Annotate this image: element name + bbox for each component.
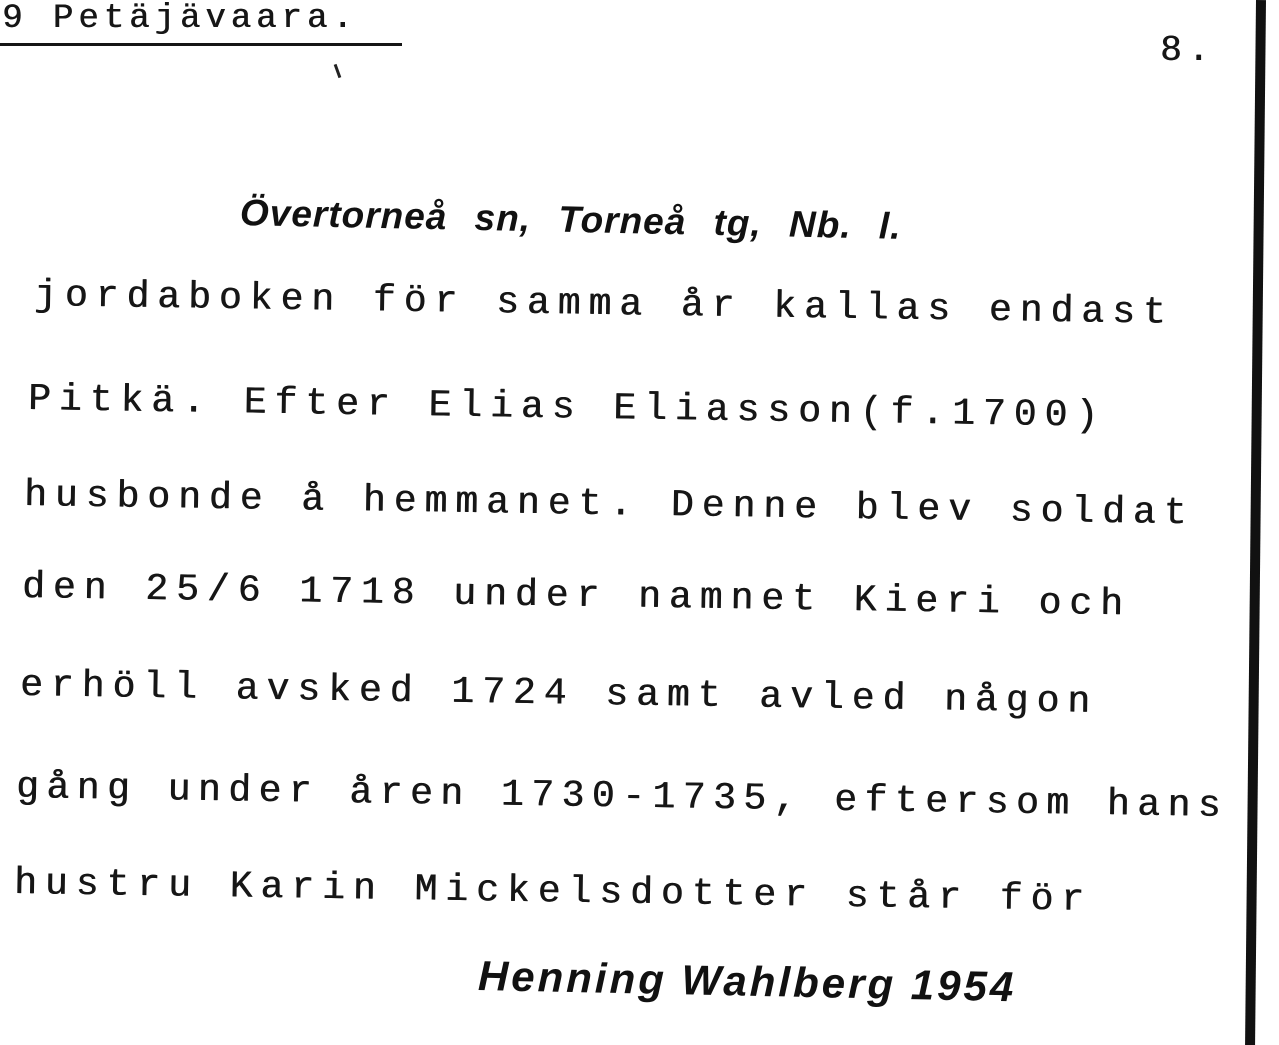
- body-text-line: jordaboken för samma år kallas endast: [33, 274, 1174, 335]
- body-text-line: den 25/6 1718 under namnet Kieri och: [21, 566, 1132, 627]
- author-signature-stamp: Henning Wahlberg 1954: [477, 952, 1017, 1011]
- card-edge-border: [1245, 0, 1266, 1045]
- place-heading: 9 Petäjävaara.: [2, 0, 358, 38]
- body-text-line: gång under åren 1730-1735, eftersom hans: [15, 766, 1229, 829]
- body-text-line: erhöll avsked 1724 samt avled någon: [19, 664, 1099, 724]
- body-text-line: hustru Karin Mickelsdotter står för: [13, 862, 1093, 922]
- parish-stamp: Övertorneå sn, Torneå tg, Nb. l.: [239, 192, 902, 247]
- page-number: 8.: [1160, 30, 1216, 71]
- body-text-line: Pitkä. Efter Elias Eliasson(f.1700): [27, 378, 1107, 438]
- heading-underline: [0, 43, 402, 46]
- pencil-tick-mark: [334, 64, 342, 78]
- body-text-line: husbonde å hemmanet. Denne blev soldat: [23, 474, 1195, 536]
